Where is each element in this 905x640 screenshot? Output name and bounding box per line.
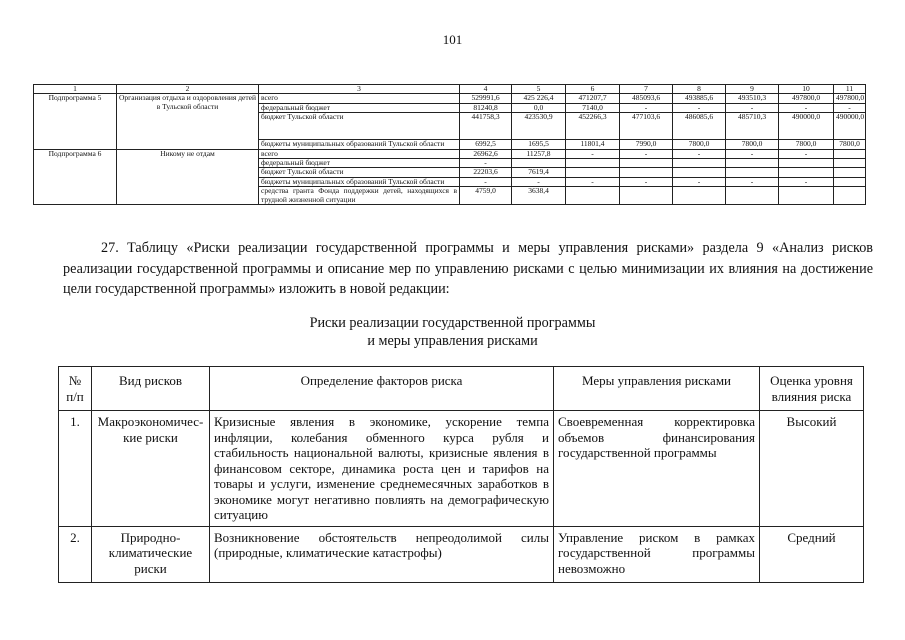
risk-type: Природно-климатические риски — [92, 526, 210, 582]
funding-source: бюджеты муниципальных образований Тульской области — [259, 177, 460, 186]
value-cell — [726, 159, 779, 168]
value-cell: - — [673, 177, 726, 186]
risk-factors: Кризисные явления в экономике, ускорение темпа инфляции, колебания обменного курса рубля и стабильность национальной валюты, кризисные явления в финансовом секторе, динамика роста цен и тарифов на товары и услуги, изменение среднемесячных заработков в экономике могут негативно повлиять на демографическую ситуацию — [210, 411, 554, 527]
value-cell: 7800,0 — [779, 140, 834, 149]
value-cell: 1695,5 — [512, 140, 566, 149]
value-cell: 7800,0 — [834, 140, 866, 149]
header-cell: № п/п — [59, 367, 92, 411]
value-cell: - — [673, 149, 726, 158]
page-number: 101 — [442, 32, 463, 47]
funding-source: бюджет Тульской области — [259, 113, 460, 140]
funding-source: бюджеты муниципальных образований Тульской области — [259, 140, 460, 149]
program-code: Подпрограмма 6 — [34, 149, 117, 204]
risk-factors: Возникновение обстоятельств непреодолимой силы (природные, климатические катастрофы) — [210, 526, 554, 582]
value-cell: - — [566, 177, 620, 186]
table-row — [34, 149, 866, 158]
column-number: 9 — [726, 85, 779, 94]
value-cell: - — [779, 149, 834, 158]
column-number: 1 — [34, 85, 117, 94]
column-number: 2 — [117, 85, 259, 94]
value-cell: 493510,3 — [726, 94, 779, 103]
value-cell: - — [834, 103, 866, 112]
value-cell — [566, 168, 620, 177]
header-cell: Вид рисков — [92, 367, 210, 411]
value-cell — [834, 149, 866, 158]
value-cell: - — [779, 177, 834, 186]
value-cell — [779, 159, 834, 168]
value-cell: - — [512, 177, 566, 186]
risk-level: Высокий — [760, 411, 864, 527]
value-cell: 7800,0 — [673, 140, 726, 149]
value-cell: 490000,0 — [834, 113, 866, 140]
program-code: Подпрограмма 5 — [34, 94, 117, 149]
value-cell: - — [726, 149, 779, 158]
value-cell: - — [726, 103, 779, 112]
risk-type: Макроэкономичес-кие риски — [92, 411, 210, 527]
column-number: 10 — [779, 85, 834, 94]
value-cell: 471207,7 — [566, 94, 620, 103]
header-cell: Меры управления рисками — [554, 367, 760, 411]
column-number: 11 — [834, 85, 866, 94]
value-cell: 22203,6 — [460, 168, 512, 177]
row-number: 2. — [59, 526, 92, 582]
value-cell — [726, 168, 779, 177]
risk-measures: Управление риском в рамках государственной программы невозможно — [554, 526, 760, 582]
value-cell: 486085,6 — [673, 113, 726, 140]
value-cell — [673, 159, 726, 168]
value-cell: 497800,0 — [834, 94, 866, 103]
column-number: 4 — [460, 85, 512, 94]
column-number: 7 — [620, 85, 673, 94]
value-cell: 7990,0 — [620, 140, 673, 149]
value-cell: 11801,4 — [566, 140, 620, 149]
value-cell: 497800,0 — [779, 94, 834, 103]
value-cell: 3638,4 — [512, 187, 566, 205]
value-cell: 490000,0 — [779, 113, 834, 140]
value-cell: 26962,6 — [460, 149, 512, 158]
value-cell — [673, 187, 726, 205]
value-cell — [834, 159, 866, 168]
value-cell: 425 226,4 — [512, 94, 566, 103]
value-cell: - — [673, 103, 726, 112]
value-cell: 81240,8 — [460, 103, 512, 112]
value-cell — [834, 187, 866, 205]
financing-table — [33, 84, 866, 205]
value-cell: 485710,3 — [726, 113, 779, 140]
table-row — [59, 526, 864, 582]
risk-table — [58, 366, 864, 583]
value-cell: 452266,3 — [566, 113, 620, 140]
risk-table-subtitle: и меры управления рисками — [367, 333, 538, 349]
funding-source: бюджет Тульской области — [259, 168, 460, 177]
value-cell: - — [566, 149, 620, 158]
value-cell: 7619,4 — [512, 168, 566, 177]
risk-header-row — [59, 367, 864, 411]
value-cell: 529991,6 — [460, 94, 512, 103]
funding-source: всего — [259, 94, 460, 103]
value-cell: 7140,0 — [566, 103, 620, 112]
column-number: 8 — [673, 85, 726, 94]
table-row — [59, 411, 864, 527]
header-cell: Оценка уровня влияния риска — [760, 367, 864, 411]
value-cell — [566, 187, 620, 205]
value-cell — [673, 168, 726, 177]
value-cell — [620, 187, 673, 205]
risk-measures: Своевременная корректировка объемов финансирования государственной программы — [554, 411, 760, 527]
program-name: Организация отдыха и оздоровления детей в Тульской области — [117, 94, 259, 149]
funding-source: федеральный бюджет — [259, 103, 460, 112]
value-cell: - — [620, 177, 673, 186]
value-cell: 4759,0 — [460, 187, 512, 205]
value-cell — [779, 168, 834, 177]
table-row — [34, 94, 866, 103]
program-name: Никому не отдам — [117, 149, 259, 204]
value-cell — [620, 168, 673, 177]
value-cell: - — [620, 149, 673, 158]
value-cell: 7800,0 — [726, 140, 779, 149]
value-cell — [779, 187, 834, 205]
value-cell: 493885,6 — [673, 94, 726, 103]
value-cell: 11257,8 — [512, 149, 566, 158]
row-number: 1. — [59, 411, 92, 527]
value-cell: 423530,9 — [512, 113, 566, 140]
header-cell: Определение факторов риска — [210, 367, 554, 411]
column-number: 6 — [566, 85, 620, 94]
value-cell: - — [460, 177, 512, 186]
amendment-paragraph: 27. Таблицу «Риски реализации государственной программы и меры управления рисками» раздела 9 «Анализ рисков реализации государственной программы и описание мер по управлению рисками с целью минимизации их влияния на достижение цели государственной программы» изложить в новой редакции: — [63, 240, 873, 297]
value-cell: 6992,5 — [460, 140, 512, 149]
funding-source: всего — [259, 149, 460, 158]
value-cell: - — [779, 103, 834, 112]
value-cell: 477103,6 — [620, 113, 673, 140]
value-cell — [834, 168, 866, 177]
value-cell: - — [620, 103, 673, 112]
value-cell — [834, 177, 866, 186]
value-cell — [566, 159, 620, 168]
funding-source: федеральный бюджет — [259, 159, 460, 168]
column-number: 3 — [259, 85, 460, 94]
value-cell: 441758,3 — [460, 113, 512, 140]
risk-table-title: Риски реализации государственной программы — [309, 315, 596, 331]
value-cell: - — [460, 159, 512, 168]
value-cell — [726, 187, 779, 205]
risk-level: Средний — [760, 526, 864, 582]
funding-source: средства гранта Фонда поддержки детей, находящихся в трудной жизненной ситуации — [259, 187, 460, 205]
value-cell: 485093,6 — [620, 94, 673, 103]
column-number: 5 — [512, 85, 566, 94]
value-cell: - — [726, 177, 779, 186]
value-cell: 0,0 — [512, 103, 566, 112]
value-cell — [620, 159, 673, 168]
